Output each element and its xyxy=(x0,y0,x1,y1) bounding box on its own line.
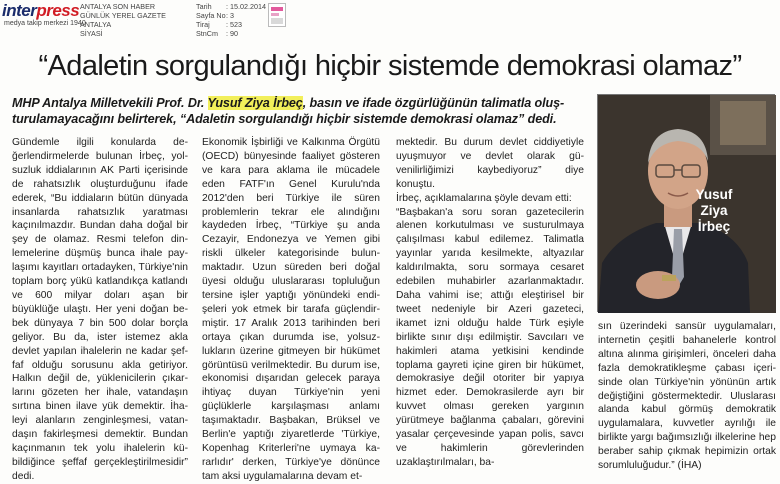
caption-line: Yusuf xyxy=(695,187,733,202)
publication-line: GÜNLÜK YEREL GAZETE xyxy=(80,11,166,20)
meta-value: 90 xyxy=(230,29,238,38)
article-column-4 xyxy=(598,320,776,473)
meta-value: 523 xyxy=(230,20,242,29)
page-thumbnail xyxy=(268,3,286,27)
logo-accent: press xyxy=(36,1,80,20)
meta-value: 3 xyxy=(230,11,234,20)
meta-key: Tiraj xyxy=(196,20,210,29)
meta-row: Sayfa No : 3 xyxy=(196,11,234,20)
paragraph: sın üzerindeki sansür uygulamaları, internetin çeşitli bahanelerle kontrol altına alınma girişimleri, önceleri daha fazla demokratikleşme çabası içerisinde olan Türkiye'nin yönünün artık değiştiğini göstermektedir. Uluslarası alanda kabul görmüş demokratik uygulamalara, kuvvetler ayrılığı ile birlikte yargı bağımsızlığı ilkelerine hep beraber sahip çıkmak hepimizin ortak sorumluluğudur.” (İHA) xyxy=(598,321,776,472)
paragraph: Ekonomik İşbirliği ve Kalkınma Örgütü (OECD) bünyesinde faaliyet gösteren ve kara para aklama ile mücadele eden FATF'ın Genel Kurulu'nda 2012'den beri Türkiye ile süren problemlerin tekrar ele alındığını kaydeden İrbeç, “Türkiye şu anda Cezayir, Endonezya ve Yemen gibi riskli ülkeler kategorisinde bulunmaktadır. Uzun süreden beri doğal üyesi olduğu uluslararası topluluğun tersine işler yaptığı yönündeki endişeleri yok etmek bir tarafa güçlendirmiştir. 17 Aralık 2013 tarihinden beri ortaya çıkan durumda ise, yolsuzlukların üzerine gitmeyen bir hükümet görüntüsü verilmektedir. Bu durum ise, ekonomisi dışarıdan gelecek paraya ihtiyaç duyan Türkiye'nin yeni güçlüklerle karşılaşması anlamı taşımaktadır. Başbakan, Brüksel ve Berlin'e yaptığı ziyaretlerde 'Türkiye, Kopenhag Kriterleri'ne uymaya kararlıdır' derken, Türkiye'ye dönünce tam aksi uygulamalarına devam et- xyxy=(202,137,380,482)
interpress-logo xyxy=(2,1,86,27)
caption-line: Ziya xyxy=(700,203,728,218)
paragraph: “Başbakan'a soru soran gazetecilerin alenen korkutulması ve susturulmaya çalışılması kabul edilemez. Talimatla yayınlar yarıda kesilmekte, altyazılar kaldırılmakta, soru sormaya cesaret edebilen muhabirler azarlanmaktadır. Daha vahimi ise; attığı eleştirisel bir tweet nedeniyle bir Azeri gazeteci, ikamet izni olduğu halde Türk eşiyle birlikte sınır dışı edilmiştir. Savcıları ve hakimleri atama yetkisini kendinde toplama gayreti içine giren bir hükümet, demokrasiye değil otoriter bir yapıya hizmet eder. Demokrasilerde ayrı bir kuvvet olması gereken yargının yürütmeye bağlanma çabaları, görevini yasalar çerçevesinde yapan polis, savcı ve hakimlerin görevlerinden uzaklaştırılmaları, ba- xyxy=(396,206,584,468)
caption-line: İrbeç xyxy=(697,219,731,234)
publication-line: ANTALYA xyxy=(80,20,112,29)
photo-caption xyxy=(658,187,770,235)
article-headline: “Adaletin sorgulandığı hiçbir sistemde demokrasi olamaz” xyxy=(38,50,742,82)
highlighted-name: Yusuf Ziya İrbeç xyxy=(207,96,303,110)
article-column-2 xyxy=(202,136,380,484)
meta-key: Sayfa No xyxy=(196,11,226,20)
paragraph: İrbeç, açıklamalarına şöyle devam etti: xyxy=(396,192,572,204)
meta-key: StnCm xyxy=(196,29,218,38)
lead-text: MHP Antalya Milletvekili Prof. Dr. xyxy=(12,96,208,110)
logo-main: inter xyxy=(2,1,37,20)
article-lead xyxy=(12,95,590,127)
meta-key: Tarih xyxy=(196,2,212,11)
clipping-meta xyxy=(196,2,266,38)
portrait-photo xyxy=(597,94,775,312)
paragraph: Gündemle ilgili konularda değerlendirmelerde bulunan İrbeç, yolsuzluk iddialarının AK Parti içerisinde de rahatsızlık oluşturduğunu ifade ederek, “Bu iddiaların bütün dünyada insanlarda rahatsızlık yaratması kaçınılmazdır. Bundan daha doğal bir şey de olamaz. Resmi telefon dinlemelerine düşmüş bunca ihale paylaşımı kayıtları ortadayken, Türkiye'nin toplam borç yükü katlandıkça katlandı ve 600 milyar doları aşan bir büyüklüğe ulaştı. Her yeni doğan bebek dünyaya 7 bin 500 dolar borçla geliyor. Bu da, ister istemez akla devlet yapılan ihalelerin ne kadar şeffaf olduğu sorusunu akla getiriyor. Halkın değil de, yüklenicilerin çıkarlarını gözeten her ihale, vatandaşın sırtına binen ilave yük demektir. İhaleyi alanların zenginleşmesi, vatandaşın fakirleşmesi demektir. Bundan kaçınmanın tek yolu ihalelerin kübildiğince şeffaf gerçekleştirilmesidir” dedi. xyxy=(12,137,188,482)
logo-tagline: medya takip merkezi 1940 xyxy=(4,20,86,27)
publication-line: ANTALYA SON HABER xyxy=(80,2,156,11)
meta-row: Tarih : 15.02.2014 xyxy=(196,2,266,11)
publication-info xyxy=(80,2,166,38)
article-column-3 xyxy=(396,136,584,470)
meta-row: Tiraj : 523 xyxy=(196,20,242,29)
lead-text: , basın ve ifade özgürlüğünün talimatla oluşturulamayacağını belirterek, “Adaletin sorgulandığı hiçbir sistemde demokrasi olamaz” dedi. xyxy=(12,96,565,126)
meta-row: StnCm : 90 xyxy=(196,29,238,38)
paragraph: mektedir. Bu durum devlet ciddiyetiyle uyuşmuyor ve devlet olarak güvenilirliğimizi kaybediyoruz” diye konuştu. xyxy=(396,137,584,190)
clipping-header xyxy=(0,0,780,38)
publication-line: SİYASİ xyxy=(80,29,103,38)
meta-value: 15.02.2014 xyxy=(230,2,266,11)
article-column-1 xyxy=(12,136,188,484)
